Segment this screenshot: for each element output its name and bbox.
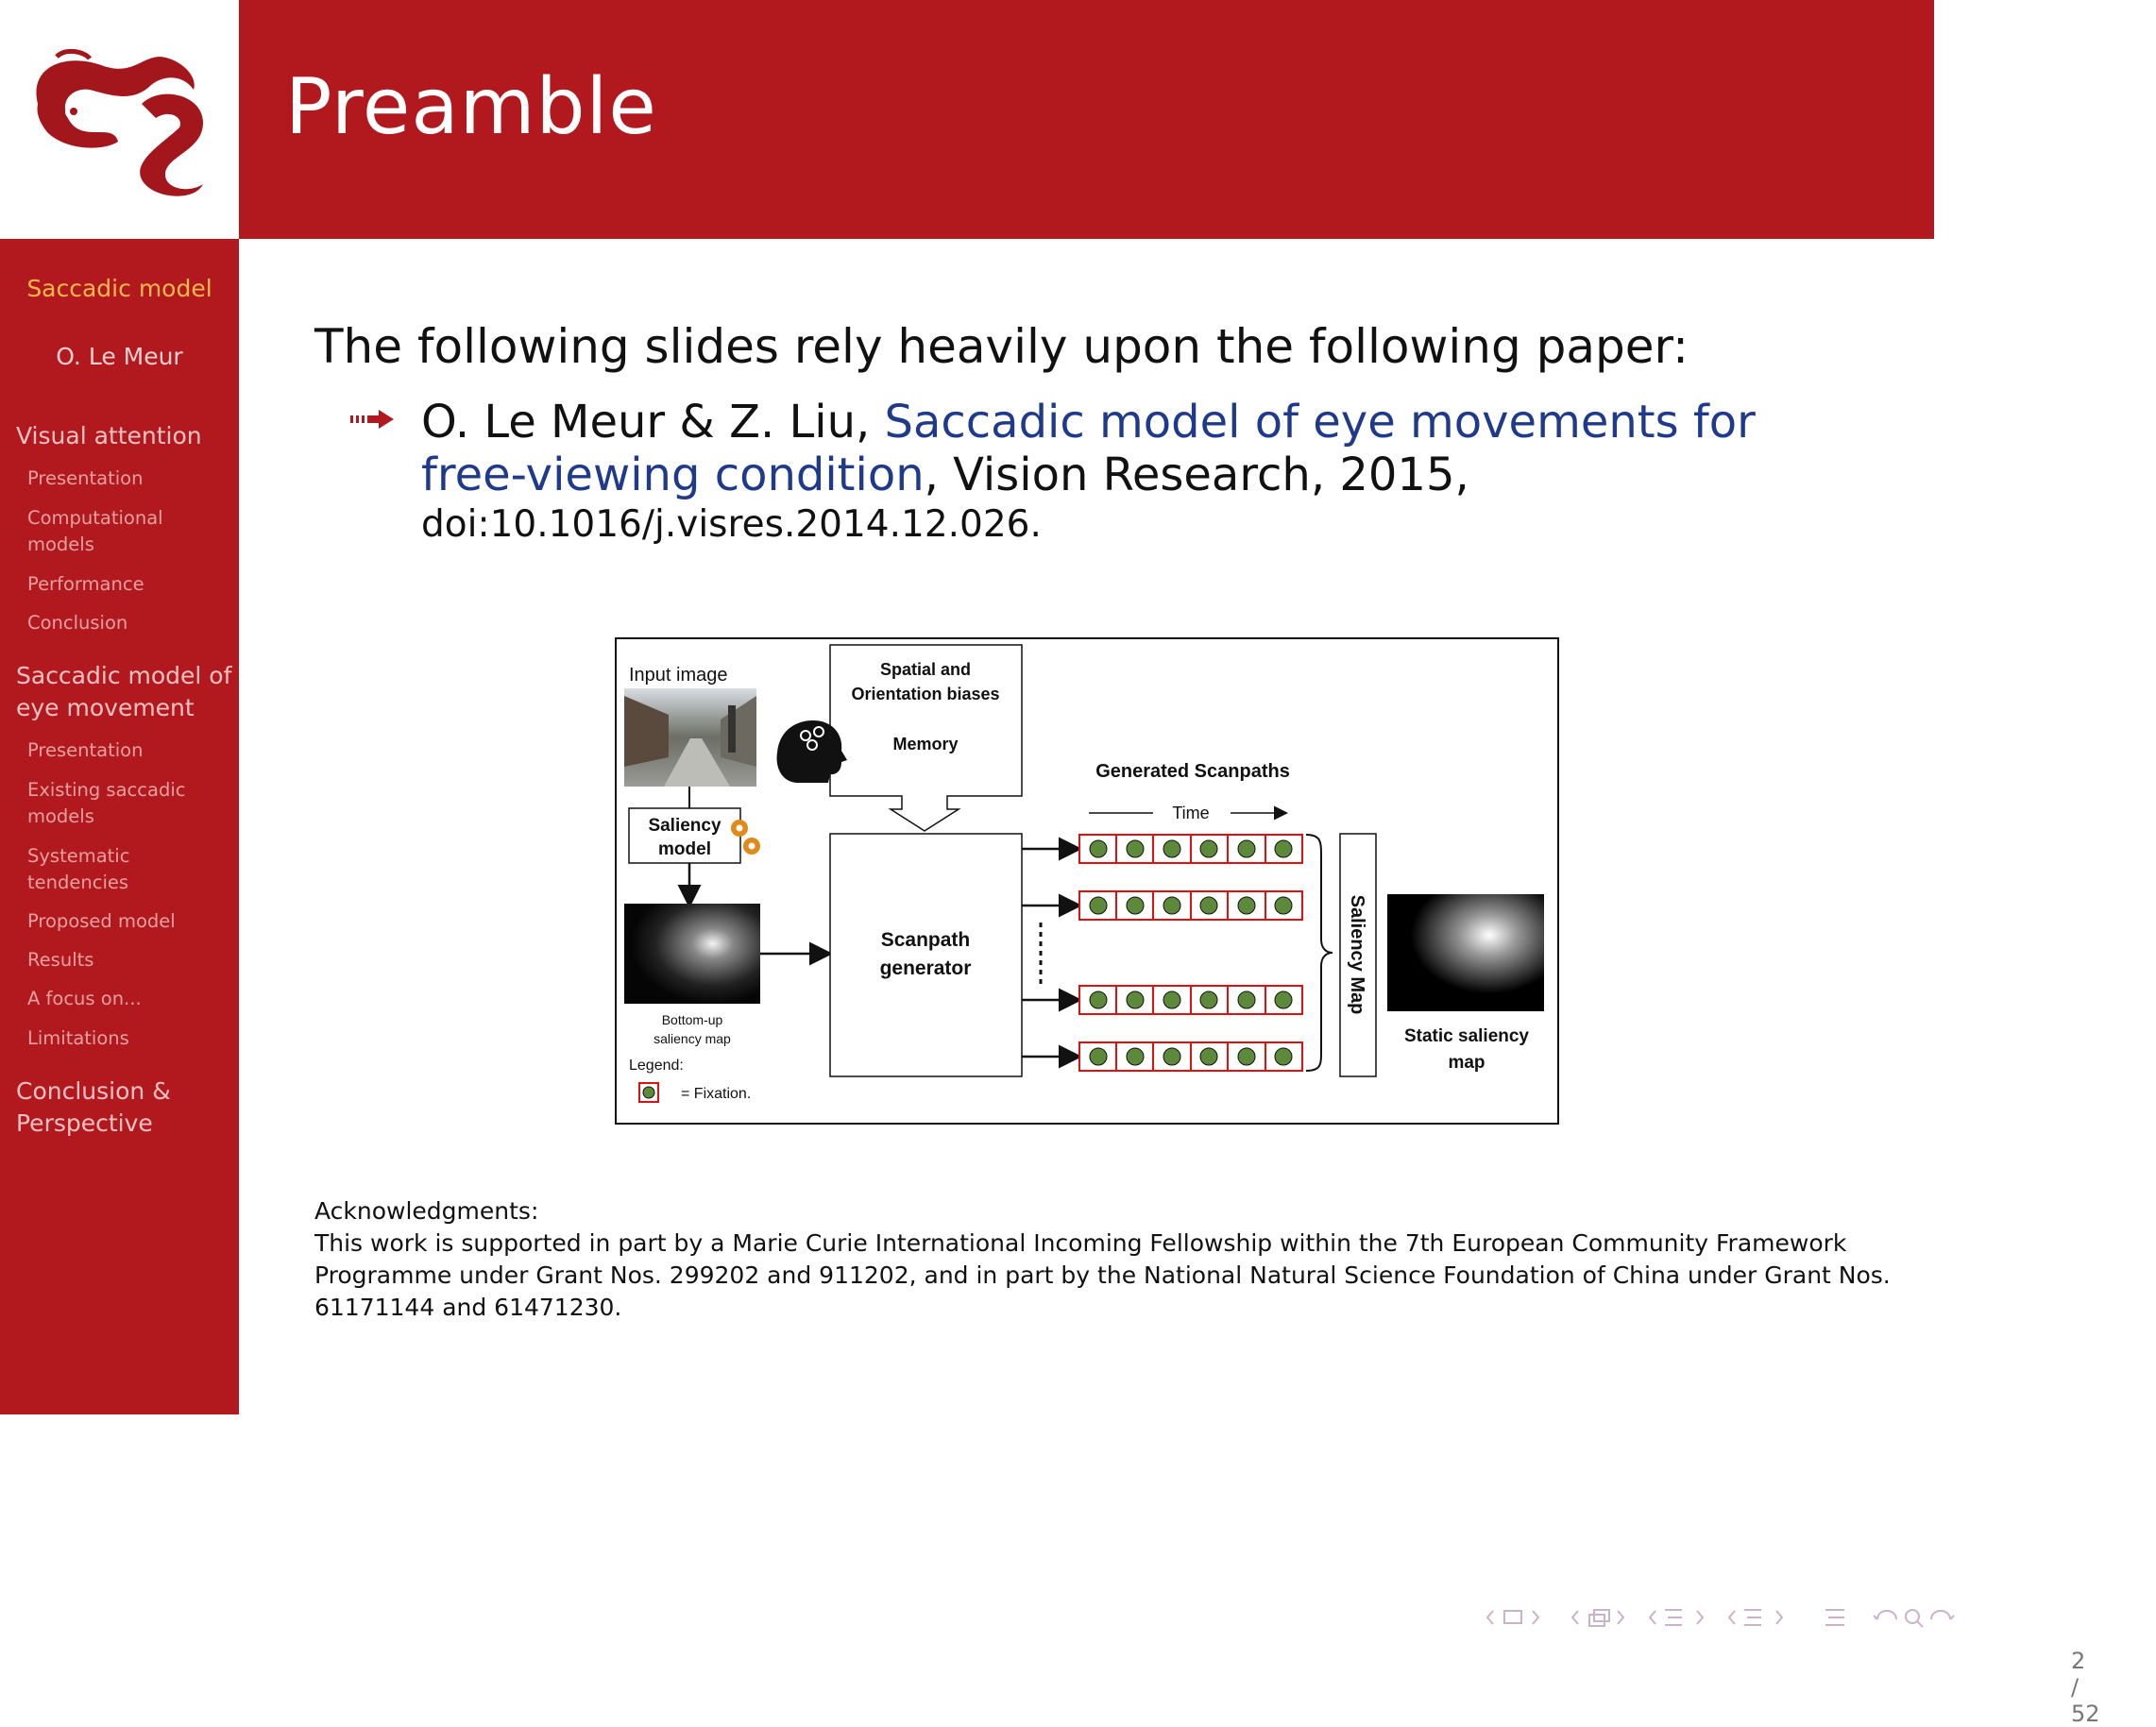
nav-document-icon[interactable] bbox=[1729, 1610, 1782, 1625]
reference-title-link[interactable]: Saccadic model of eye movements for bbox=[884, 396, 1756, 449]
spatial-label-2: Orientation biases bbox=[851, 685, 1000, 703]
legend-label: Legend: bbox=[629, 1058, 684, 1074]
bottom-up-label-1: Bottom-up bbox=[661, 1012, 723, 1027]
sidebar-section-visual-attention[interactable]: Visual attention bbox=[16, 422, 202, 449]
sidebar-item-systematic-tendencies[interactable]: Systematic tendencies bbox=[27, 845, 130, 893]
nav-frame-icon[interactable] bbox=[1487, 1611, 1538, 1624]
sidebar-navigation bbox=[0, 239, 239, 1414]
acknowledgments-text: This work is supported in part by a Marie Curie International Incoming Fellowship within the 7th European Community Framework Programme under Grant Nos. 299202 and 911202, and in part by the National Natural Science Foundation of China under Grant Nos. 61171144 and 61471230. bbox=[314, 1229, 1891, 1321]
sidebar-author[interactable]: O. Le Meur bbox=[56, 343, 183, 370]
slide-content bbox=[239, 239, 2100, 1727]
scanpath-label-2: generator bbox=[879, 957, 972, 979]
university-logo-icon bbox=[0, 0, 239, 239]
nav-search-icon[interactable] bbox=[1874, 1610, 1954, 1627]
generated-scanpaths-label: Generated Scanpaths bbox=[1095, 761, 1290, 782]
sidebar-item-results[interactable]: Results bbox=[27, 949, 94, 971]
slide-title: Preamble bbox=[285, 62, 657, 152]
memory-label: Memory bbox=[892, 735, 959, 753]
reference-title-link-line2[interactable]: free-viewing condition bbox=[421, 449, 925, 501]
legend-fixation-text: = Fixation. bbox=[681, 1086, 752, 1102]
scanpath-row bbox=[1079, 835, 1302, 863]
time-label: Time bbox=[1172, 804, 1210, 822]
reference-doi: doi:10.1016/j.visres.2014.12.026. bbox=[421, 503, 1042, 546]
paper-reference bbox=[421, 396, 1762, 501]
beamer-navigation bbox=[1476, 1599, 2156, 1636]
nav-section-icon[interactable] bbox=[1650, 1610, 1703, 1625]
saliency-model-label-1: Saliency bbox=[648, 816, 721, 836]
static-saliency-image bbox=[1387, 894, 1544, 1011]
model-diagram-svg bbox=[617, 639, 1557, 1123]
sidebar-item-performance[interactable]: Performance bbox=[27, 573, 144, 595]
saliency-model-label-2: model bbox=[658, 839, 711, 859]
bottom-up-label-2: saliency map bbox=[654, 1031, 731, 1046]
page-number: 2 / 52 bbox=[2071, 1648, 2100, 1727]
sidebar-item-a-focus-on[interactable]: A focus on... bbox=[27, 988, 142, 1009]
static-saliency-label-1: Static saliency bbox=[1403, 1026, 1530, 1046]
reference-authors: O. Le Meur & Z. Liu, bbox=[421, 396, 885, 449]
sidebar-item-existing-saccadic-models[interactable]: Existing saccadic models bbox=[27, 779, 186, 827]
nav-appendix-icon[interactable] bbox=[1825, 1610, 1844, 1625]
sidebar-item-presentation[interactable]: Presentation bbox=[27, 467, 144, 489]
bullet-arrow-icon bbox=[350, 409, 396, 430]
input-street-image bbox=[624, 688, 756, 787]
model-diagram bbox=[615, 637, 1559, 1125]
input-image-label: Input image bbox=[629, 665, 728, 686]
spatial-label-1: Spatial and bbox=[879, 660, 972, 679]
scanpath-row bbox=[1079, 1042, 1302, 1071]
sidebar-item-presentation-2[interactable]: Presentation bbox=[27, 739, 144, 761]
acknowledgments-heading: Acknowledgments: bbox=[314, 1197, 539, 1225]
bottom-up-saliency-image bbox=[624, 904, 760, 1004]
scanpath-generator-box bbox=[830, 834, 1022, 1076]
sidebar-item-proposed-model[interactable]: Proposed model bbox=[27, 910, 176, 932]
scanpath-row bbox=[1079, 986, 1302, 1014]
scanpath-label-1: Scanpath bbox=[880, 929, 971, 951]
brace bbox=[1306, 835, 1333, 1071]
sidebar-section-saccadic-model[interactable]: Saccadic model of eye movement bbox=[16, 662, 232, 721]
sidebar-item-limitations[interactable]: Limitations bbox=[27, 1027, 129, 1049]
intro-text: The following slides rely heavily upon the following paper: bbox=[314, 319, 1689, 374]
sidebar-talk-title[interactable]: Saccadic model bbox=[26, 275, 212, 302]
slide-header bbox=[239, 0, 1934, 239]
acknowledgments bbox=[314, 1195, 1939, 1324]
static-saliency-label-2: map bbox=[1448, 1053, 1485, 1073]
scanpath-row bbox=[1079, 891, 1302, 920]
nav-subsection-icon[interactable] bbox=[1572, 1610, 1623, 1626]
sidebar-item-conclusion[interactable]: Conclusion bbox=[27, 612, 128, 634]
logo bbox=[0, 0, 240, 239]
sidebar-item-computational-models[interactable]: Computational models bbox=[27, 507, 163, 555]
reference-journal: , Vision Research, 2015, bbox=[924, 449, 1469, 501]
saliency-map-label: Saliency Map bbox=[1347, 894, 1367, 1015]
sidebar-section-conclusion-perspective[interactable]: Conclusion & Perspective bbox=[16, 1077, 171, 1137]
